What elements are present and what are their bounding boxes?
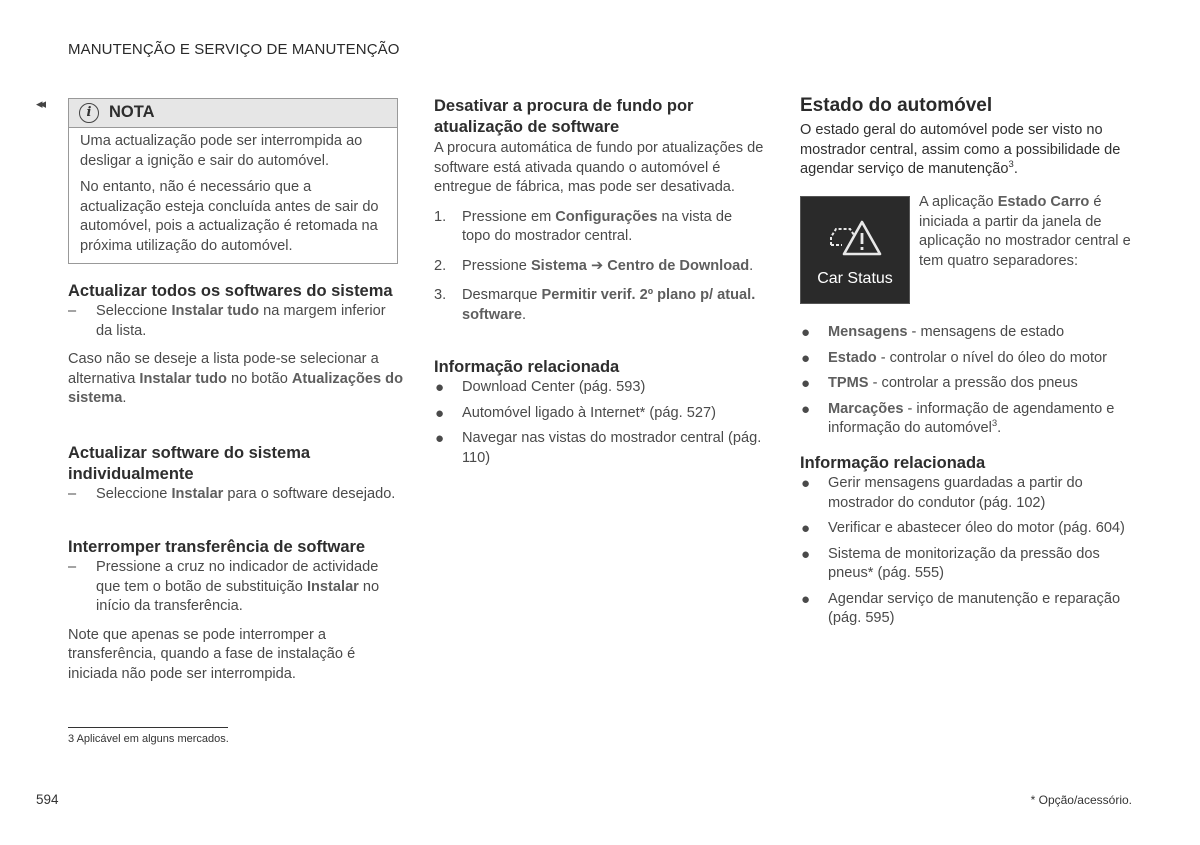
paragraph: Note que apenas se pode interromper a transferência, quando a fase de instalação é iniciada não pode ser interrompida. — [68, 626, 356, 682]
text: . — [522, 306, 527, 323]
continued-marker-icon: ◂◂ — [36, 96, 44, 111]
link-text: Verificar e abastecer óleo do motor (pág. 604) — [828, 520, 1125, 536]
note-title: NOTA — [109, 103, 155, 121]
bullet-dot: ● — [801, 545, 811, 563]
text: A aplicação — [919, 194, 998, 210]
step-number: 3. — [434, 287, 447, 303]
text: Seleccione — [96, 303, 172, 319]
section-heading: Interromper transferência de software — [68, 538, 366, 556]
text: . — [749, 257, 754, 274]
related-link[interactable] — [800, 545, 1135, 584]
text: no botão — [226, 370, 292, 387]
tab-desc: - mensagens de estado — [907, 324, 1065, 340]
tabs-bullets — [800, 323, 1135, 439]
text: é iniciada a partir da janela de aplicação no mostrador central e tem quatro separadores: — [919, 194, 1131, 269]
ui-term: Atualizações do sistema — [68, 370, 403, 406]
car-status-app-tile — [800, 196, 910, 304]
step-number: 1. — [434, 208, 447, 225]
related-link[interactable] — [800, 474, 1135, 513]
note-paragraph-1: Uma actualização pode ser interrompida ao desligar a ignição e sair do automóvel. — [80, 133, 363, 169]
bullet-dot: ● — [801, 349, 811, 367]
dash-marker: – — [68, 486, 77, 502]
text: Desmarque — [462, 287, 542, 303]
tab-desc: - controlar o nível do óleo do motor — [876, 349, 1108, 366]
bullet-dot: ● — [435, 379, 445, 396]
note-paragraph-2: No entanto, não é necessário que a actualização esteja concluída antes de sair do automóvel, pois a actualização é retomada na próxima utilização do automóvel. — [80, 179, 379, 254]
related-info-col2 — [434, 357, 764, 474]
ui-term: Instalar tudo — [171, 303, 260, 319]
note-header — [69, 99, 397, 128]
ui-term: Permitir verif. 2º plano p/ atual. software — [462, 287, 756, 323]
step-item — [434, 208, 764, 247]
related-link[interactable] — [434, 404, 764, 424]
related-link[interactable] — [800, 519, 1135, 539]
related-link[interactable] — [434, 429, 764, 468]
tab-desc: - informação de agendamento e informação do automóvel — [828, 400, 1115, 436]
paragraph — [68, 350, 403, 409]
bullet-dot: ● — [435, 404, 445, 422]
bullet-dot: ● — [801, 520, 811, 537]
page-header: MANUTENÇÃO E SERVIÇO DE MANUTENÇÃO — [68, 41, 400, 58]
link-text: Navegar nas vistas do mostrador central (pág. 110) — [462, 430, 762, 466]
note-box — [68, 98, 398, 264]
related-list — [434, 378, 764, 468]
bullet-dot: ● — [801, 590, 811, 608]
related-heading: Informação relacionada — [800, 454, 986, 472]
link-text: Agendar serviço de manutenção e reparação (pág. 595) — [828, 590, 1121, 626]
car-status-label: Car Status — [817, 270, 893, 287]
tab-desc: - controlar a pressão dos pneus — [868, 375, 1078, 391]
related-link[interactable] — [434, 378, 764, 398]
tab-name: TPMS — [828, 375, 869, 391]
section-heading: Actualizar software do sistema individualmente — [68, 444, 311, 483]
dash-list-item — [68, 302, 403, 341]
ui-term: Instalar — [171, 486, 224, 502]
section-disable-background-search — [434, 96, 764, 335]
bullet-dot: ● — [801, 375, 811, 392]
app-description — [919, 193, 1137, 271]
tab-name: Mensagens — [828, 324, 908, 340]
text: O estado geral do automóvel pode ser visto no mostrador central, assim como a possibilidade de agendar serviço de manutenção — [800, 122, 1121, 177]
footnote-ref: 3 — [991, 418, 998, 430]
paragraph: A procura automática de fundo por atualizações de software está ativada quando o automóvel é entregue de fábrica, mas pode ser desativada. — [434, 140, 764, 195]
option-note: * Opção/acessório. — [1030, 793, 1132, 807]
bullet-dot: ● — [435, 430, 445, 447]
text: . — [1013, 161, 1018, 177]
text: no início da transferência. — [96, 578, 380, 614]
section-heading: Actualizar todos os softwares do sistema — [68, 282, 393, 300]
ui-term: Estado Carro — [997, 194, 1090, 210]
tab-name: Marcações — [828, 400, 904, 417]
paragraph — [800, 121, 1135, 180]
link-text: Gerir mensagens guardadas a partir do mostrador do condutor (pág. 102) — [828, 475, 1083, 511]
tab-item-mensagens — [800, 323, 1135, 343]
tab-name: Estado — [828, 349, 877, 366]
text: Caso não se deseje a lista pode-se selecionar a alternativa — [68, 351, 379, 387]
step-number: 2. — [434, 257, 447, 274]
footnote-ref: 3 — [1008, 159, 1014, 171]
section-title: Estado do automóvel — [800, 95, 993, 116]
text: na vista de topo do mostrador central. — [462, 208, 733, 244]
dash-list-item — [68, 558, 403, 617]
ui-term: Configurações — [555, 208, 658, 225]
text: Pressione em — [462, 208, 556, 225]
link-text: Automóvel ligado à Internet* (pág. 527) — [462, 404, 716, 421]
ui-term: Sistema ➔ Centro de Download — [530, 257, 750, 274]
text: Seleccione — [96, 486, 172, 502]
link-text: Sistema de monitorização da pressão dos pneus* (pág. 555) — [828, 545, 1100, 581]
dash-marker: – — [68, 559, 77, 575]
tab-item-tpms — [800, 374, 1135, 394]
ui-term: Instalar tudo — [139, 370, 227, 387]
text: . — [122, 390, 127, 406]
note-body — [69, 128, 397, 256]
ui-term: Instalar — [306, 578, 359, 595]
related-heading: Informação relacionada — [434, 358, 620, 376]
dash-marker: – — [68, 303, 77, 319]
related-link[interactable] — [800, 590, 1135, 629]
section-update-individual — [68, 443, 403, 505]
step-item — [434, 257, 764, 277]
link-text: Download Center (pág. 593) — [462, 379, 646, 395]
text: na margem inferior da lista. — [96, 303, 386, 339]
tab-item-marcacoes — [800, 400, 1135, 439]
warning-triangle-car-icon — [828, 219, 884, 259]
text: Pressione — [462, 257, 531, 274]
info-circle-icon: i — [79, 103, 99, 123]
dash-list-item — [68, 485, 403, 505]
footnote: 3 Aplicável em alguns mercados. — [68, 733, 229, 745]
bullet-dot: ● — [801, 475, 811, 492]
text: Pressione a cruz no indicador de actividade que tem o botão de substituição — [96, 559, 379, 595]
section-heading: Desativar a procura de fundo por atualização de software — [434, 97, 694, 136]
section-car-status — [800, 95, 1135, 180]
text: . — [997, 420, 1002, 436]
related-list — [800, 474, 1135, 629]
text: para o software desejado. — [223, 486, 396, 502]
bullet-dot: ● — [801, 400, 811, 418]
tab-list — [800, 323, 1135, 445]
section-update-all — [68, 281, 403, 409]
related-info-col3 — [800, 453, 1135, 635]
section-interrupt-transfer — [68, 537, 403, 684]
bullet-dot: ● — [801, 324, 811, 341]
step-item — [434, 286, 764, 325]
tab-item-estado — [800, 349, 1135, 369]
footnote-divider — [68, 727, 228, 728]
page-number: 594 — [36, 792, 59, 807]
